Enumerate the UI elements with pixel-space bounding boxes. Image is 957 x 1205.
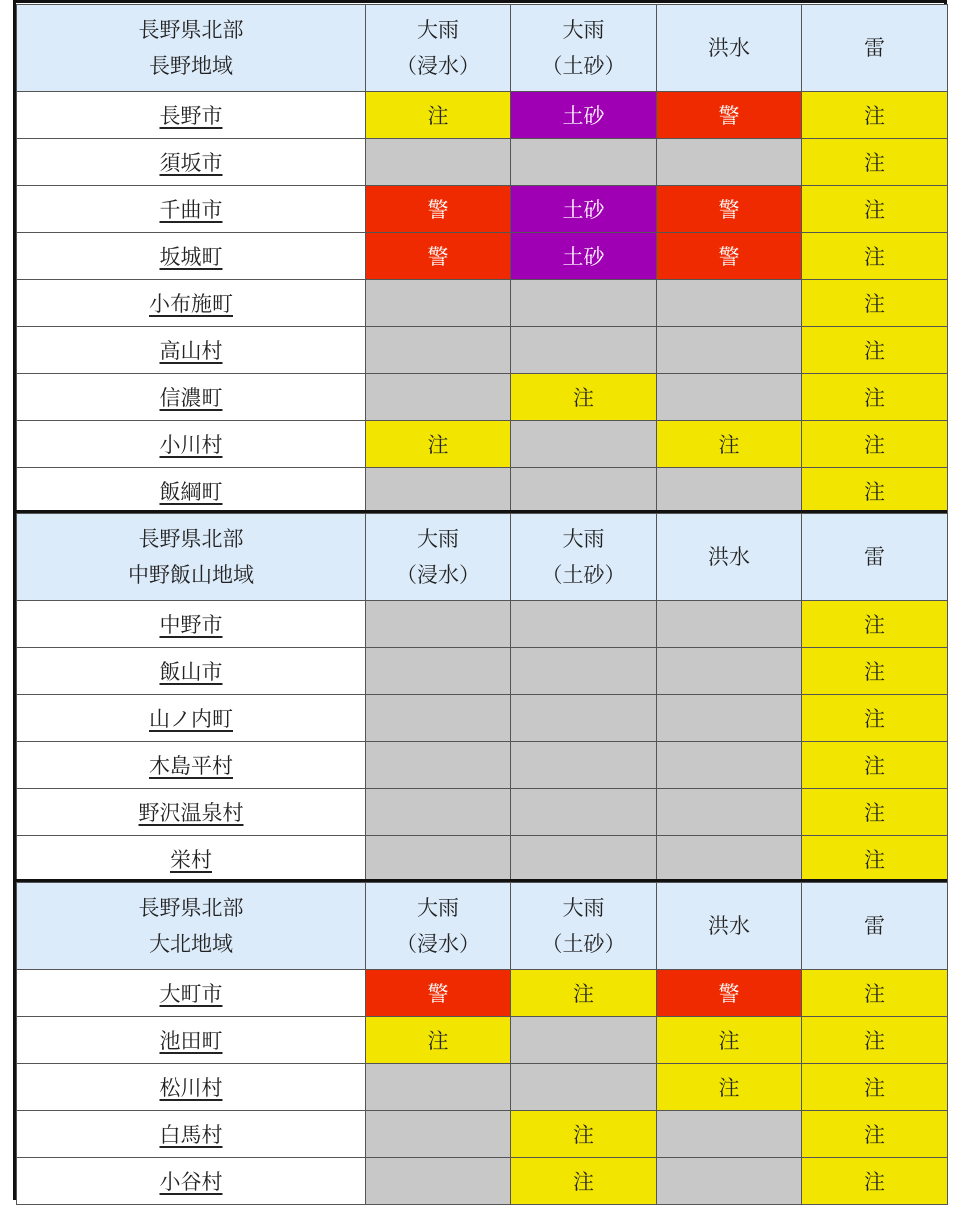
warning-level-cell [511,836,657,883]
municipality-cell [17,970,366,1017]
region-name [17,5,366,92]
column-header [657,5,802,92]
municipality-cell [17,327,366,374]
municipality-row [17,1017,948,1064]
municipality-link[interactable]: 白馬村 [159,1123,223,1147]
municipality-row [17,468,948,515]
region-header-row [17,883,948,970]
municipality-row [17,1158,948,1205]
municipality-link[interactable]: 松川村 [159,1076,223,1100]
column-header-line: 洪水 [708,36,750,60]
municipality-cell [17,233,366,280]
region-name-line: 長野県北部 [138,18,244,42]
warning-level-cell: 注 [802,1017,948,1064]
warning-level-cell [657,327,802,374]
warning-level-cell [366,648,511,695]
warning-level-cell [657,601,802,648]
warning-level-cell [366,695,511,742]
municipality-cell [17,601,366,648]
municipality-link[interactable]: 千曲市 [159,198,223,222]
municipality-link[interactable]: 池田町 [159,1029,223,1053]
municipality-row [17,789,948,836]
warning-level-cell [366,1111,511,1158]
warning-level-cell [657,789,802,836]
municipality-row [17,1064,948,1111]
warning-level-cell: 注 [657,421,802,468]
warning-level-cell: 警 [366,233,511,280]
municipality-link[interactable]: 信濃町 [159,386,223,410]
column-header-line: （浸水） [396,563,480,587]
warning-level-cell: 注 [657,1064,802,1111]
municipality-link[interactable]: 小川村 [159,433,223,457]
warning-level-cell: 警 [366,970,511,1017]
municipality-row [17,92,948,139]
warning-level-cell: 注 [802,1111,948,1158]
municipality-link[interactable]: 山ノ内町 [149,707,233,731]
warning-level-cell: 警 [657,233,802,280]
municipality-link[interactable]: 栄村 [170,848,212,872]
column-header [366,883,511,970]
municipality-cell [17,648,366,695]
municipality-row [17,695,948,742]
municipality-row [17,186,948,233]
column-header [511,883,657,970]
column-header [802,5,948,92]
warning-level-cell: 注 [802,789,948,836]
column-header-line: 雷 [864,914,885,938]
column-header-line: 大雨 [417,18,459,42]
municipality-cell [17,139,366,186]
warning-level-cell [657,742,802,789]
warning-level-cell [366,836,511,883]
warning-level-cell: 注 [802,280,948,327]
warning-level-cell: 注 [366,421,511,468]
municipality-row [17,374,948,421]
column-header [657,883,802,970]
municipality-link[interactable]: 大町市 [159,982,223,1006]
municipality-link[interactable]: 飯綱町 [159,480,223,504]
warning-level-cell [511,789,657,836]
column-header [511,5,657,92]
municipality-row [17,970,948,1017]
municipality-cell [17,374,366,421]
municipality-cell [17,1017,366,1064]
column-header [511,514,657,601]
column-header-line: （土砂） [541,563,626,587]
warning-level-cell [511,139,657,186]
municipality-cell [17,742,366,789]
municipality-link[interactable]: 坂城町 [159,245,223,269]
municipality-cell [17,789,366,836]
warning-level-cell: 注 [802,468,948,515]
warning-level-cell [511,327,657,374]
column-header [657,514,802,601]
municipality-link[interactable]: 中野市 [159,613,223,637]
warning-level-cell [511,1064,657,1111]
municipality-cell [17,468,366,515]
municipality-link[interactable]: 飯山市 [159,660,223,684]
municipality-cell [17,421,366,468]
warning-level-cell [366,280,511,327]
warning-level-cell: 注 [802,601,948,648]
warning-level-cell [657,648,802,695]
region-table [16,513,948,883]
municipality-cell [17,836,366,883]
municipality-row [17,836,948,883]
warning-level-cell [511,648,657,695]
warning-level-cell: 注 [511,374,657,421]
region-name [17,514,366,601]
warning-level-cell: 注 [802,742,948,789]
column-header-line: 大雨 [562,527,605,551]
municipality-link[interactable]: 小布施町 [149,292,233,316]
municipality-cell [17,695,366,742]
column-header-line: （土砂） [541,54,626,78]
region-name-line: 長野県北部 [138,896,244,920]
region-header-row [17,5,948,92]
warning-level-cell: 注 [657,1017,802,1064]
municipality-link[interactable]: 須坂市 [159,151,223,175]
warning-level-cell: 警 [657,92,802,139]
warning-level-cell [657,1158,802,1205]
warning-level-cell [657,374,802,421]
municipality-row [17,601,948,648]
warning-level-cell: 注 [802,139,948,186]
municipality-link[interactable]: 高山村 [159,339,223,363]
municipality-cell [17,186,366,233]
warning-level-cell: 注 [366,1017,511,1064]
warning-level-cell [366,468,511,515]
warning-level-cell: 注 [366,92,511,139]
region-name [17,883,366,970]
warning-level-cell: 注 [802,1158,948,1205]
municipality-cell [17,1064,366,1111]
warning-level-cell [366,139,511,186]
warning-level-cell: 注 [511,1158,657,1205]
warning-level-cell: 注 [511,1111,657,1158]
warning-level-cell: 注 [511,970,657,1017]
warning-level-cell [657,280,802,327]
column-header [802,514,948,601]
warning-level-cell: 警 [657,186,802,233]
municipality-row [17,742,948,789]
warning-level-cell: 土砂 [511,233,657,280]
column-header-line: 大雨 [562,18,605,42]
warning-level-cell: 注 [802,1064,948,1111]
warning-level-cell: 土砂 [511,186,657,233]
warning-level-cell [366,1158,511,1205]
region-name-line: 大北地域 [149,932,233,956]
region-header-row [17,514,948,601]
warning-level-cell [366,789,511,836]
warning-level-cell: 注 [802,648,948,695]
warning-level-cell [511,601,657,648]
municipality-row [17,327,948,374]
warning-level-cell: 警 [657,970,802,1017]
warning-level-cell [366,601,511,648]
municipality-row [17,139,948,186]
warning-level-cell: 注 [802,421,948,468]
warning-level-cell: 注 [802,695,948,742]
warning-level-cell [657,836,802,883]
municipality-row [17,648,948,695]
municipality-row [17,233,948,280]
municipality-cell [17,1111,366,1158]
municipality-cell [17,1158,366,1205]
warning-level-cell: 注 [802,374,948,421]
warning-level-cell [657,1111,802,1158]
municipality-link[interactable]: 木島平村 [149,754,233,778]
column-header-line: 大雨 [417,896,459,920]
column-header-line: 洪水 [708,545,750,569]
column-header [366,514,511,601]
warning-level-cell [511,695,657,742]
column-header-line: 大雨 [417,527,459,551]
municipality-link[interactable]: 野沢温泉村 [138,801,244,825]
warning-level-cell: 注 [802,92,948,139]
warning-level-cell [366,1064,511,1111]
region-name-line: 長野県北部 [138,527,244,551]
region-table [16,4,948,515]
municipality-link[interactable]: 長野市 [159,104,223,128]
municipality-row [17,1111,948,1158]
warning-level-cell [657,695,802,742]
region-name-line: 長野地域 [149,54,233,78]
warning-level-cell [366,374,511,421]
warning-level-cell: 注 [802,233,948,280]
column-header-line: （浸水） [396,932,480,956]
warning-level-cell [511,421,657,468]
region-name-line: 中野飯山地域 [128,563,254,587]
warning-level-cell [511,280,657,327]
warning-level-cell [511,468,657,515]
region-table [16,882,948,1205]
municipality-row [17,421,948,468]
warning-level-cell: 注 [802,836,948,883]
column-header [366,5,511,92]
warning-level-cell: 警 [366,186,511,233]
municipality-cell [17,280,366,327]
column-header-line: 洪水 [708,914,750,938]
column-header-line: 大雨 [562,896,605,920]
warning-level-cell [366,327,511,374]
column-header-line: （浸水） [396,54,480,78]
warning-level-cell: 注 [802,327,948,374]
municipality-link[interactable]: 小谷村 [159,1170,223,1194]
warning-level-cell [657,139,802,186]
column-header-line: 雷 [864,545,885,569]
warning-level-cell: 注 [802,970,948,1017]
warning-level-cell [657,468,802,515]
municipality-row [17,280,948,327]
warning-level-cell: 土砂 [511,92,657,139]
warning-level-cell [511,1017,657,1064]
column-header [802,883,948,970]
municipality-cell [17,92,366,139]
warning-level-cell: 注 [802,186,948,233]
warning-level-cell [511,742,657,789]
warning-level-cell [366,742,511,789]
column-header-line: （土砂） [541,932,626,956]
column-header-line: 雷 [864,36,885,60]
